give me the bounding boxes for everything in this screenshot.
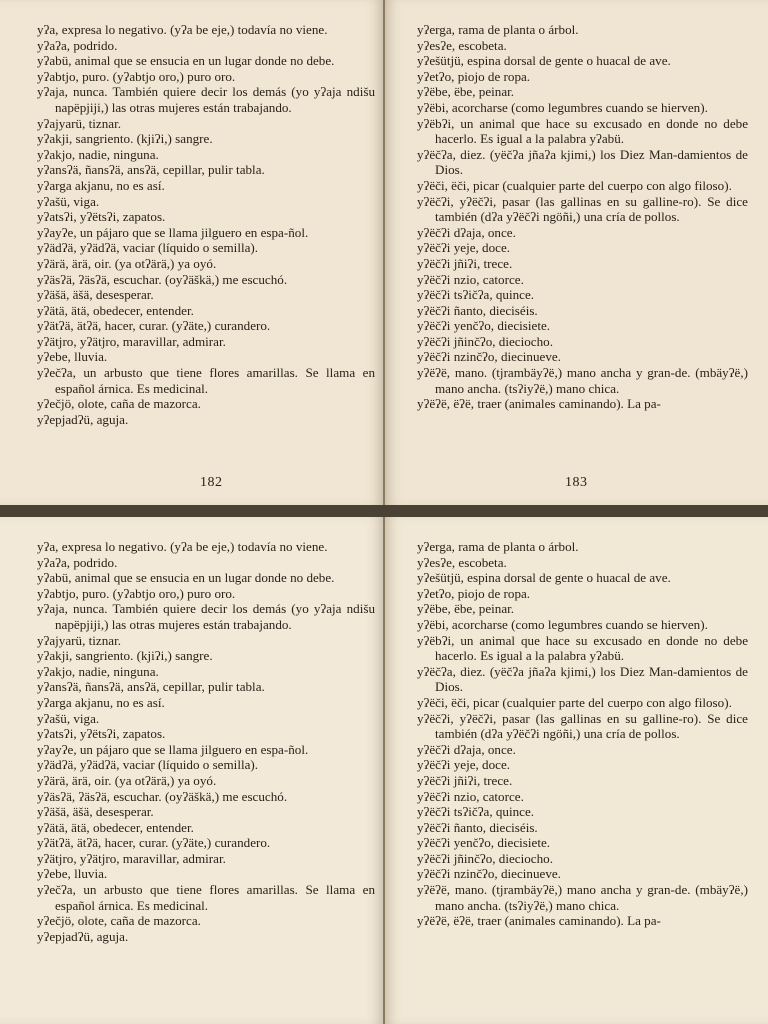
right-page-text	[417, 539, 748, 929]
entry-line: yʔebe, lluvia.	[37, 866, 108, 882]
entry-line: yʔëčʔi jñinčʔo, dieciocho.	[417, 333, 553, 349]
entry-line: yʔëʔë, mano. (tjrambäyʔë,) mano ancha y gran-de. (mbäyʔë,) mano ancha. (tsʔiyʔë,) mano chica.	[417, 882, 748, 913]
entry-line: yʔarga akjanu, no es así.	[37, 177, 165, 193]
entry-line: yʔëčʔi nzinčʔo, diecinueve.	[417, 349, 561, 365]
entry-line: yʔëčʔi yenčʔo, diecisiete.	[417, 318, 551, 334]
entry-line: yʔepjadʔü, aguja.	[37, 928, 129, 944]
entry-line: yʔëčʔi jñinčʔo, dieciocho.	[417, 850, 553, 866]
entry-line: yʔëčʔi dʔaja, once.	[417, 741, 516, 757]
entry-line: yʔa, expresa lo negativo. (yʔa be eje,) todavía no viene.	[37, 22, 328, 37]
entry-line: yʔëčʔa, diez. (yëčʔa jñaʔa kjimi,) los Diez Man-damientos de Dios.	[417, 146, 748, 178]
entry-line: yʔätjro, yʔätjro, maravillar, admirar.	[37, 850, 226, 866]
entry-line: yʔečʔa, un arbusto que tiene flores amarillas. Se llama en español árnica. Es medicinal.	[37, 882, 375, 913]
entry-line: yʔäsʔä, ʔäsʔä, escuchar. (oyʔäškä,) me escuchó.	[37, 788, 288, 804]
entry-line: yʔäsʔä, ʔäsʔä, escuchar. (oyʔäškä,) me escuchó.	[37, 271, 288, 287]
entry-line: yʔëʔë, mano. (tjrambäyʔë,) mano ancha y gran-de. (mbäyʔë,) mano ancha. (tsʔiyʔë,) mano chica.	[417, 365, 748, 396]
entry-line: yʔetʔo, piojo de ropa.	[417, 585, 531, 601]
entry-line: yʔečʔa, un arbusto que tiene flores amarillas. Se llama en español árnica. Es medicinal.	[37, 365, 375, 396]
entry-line: yʔečjö, olote, caña de mazorca.	[37, 396, 201, 412]
entry-line: yʔätʔä, ätʔä, hacer, curar. (yʔäte,) curandero.	[37, 318, 271, 334]
entry-line: yʔëčʔi nzio, catorce.	[417, 271, 524, 287]
book-spread-bottom	[0, 517, 768, 1024]
entry-line: yʔärä, ärä, oir. (ya otʔärä,) ya oyó.	[37, 772, 217, 788]
entry-line: yʔäšä, äšä, desesperar.	[37, 287, 154, 303]
entry-line: yʔätä, ätä, obedecer, entender.	[37, 819, 194, 835]
right-page	[385, 0, 768, 505]
entry-line: yʔëčʔi ñanto, dieciséis.	[417, 819, 538, 835]
entry-line: yʔëčʔi ñanto, dieciséis.	[417, 302, 538, 318]
entry-line: yʔëčʔi yenčʔo, diecisiete.	[417, 835, 551, 851]
entry-line: yʔatsʔi, yʔëtsʔi, zapatos.	[37, 209, 166, 225]
entry-line: yʔëči, ëči, picar (cualquier parte del cuerpo con algo filoso).	[417, 694, 732, 710]
entry-line: yʔašü, viga.	[37, 193, 100, 209]
entry-line: yʔëʔë, ëʔë, traer (animales caminando). La pa-	[417, 396, 661, 412]
entry-line: yʔayʔe, un pájaro que se llama jilguero en espa-ñol.	[37, 224, 309, 240]
entry-line: yʔesʔe, escobeta.	[417, 554, 507, 570]
entry-line: yʔädʔä, yʔädʔä, vaciar (líquido o semilla).	[37, 757, 259, 773]
entry-line: yʔakji, sangriento. (kjiʔi,) sangre.	[37, 131, 213, 147]
entry-line: yʔëčʔi, yʔëčʔi, pasar (las gallinas en su galline-ro). Se dice también (dʔa yʔëčʔi ngöñi,) una cría de pollos.	[417, 193, 748, 225]
entry-line: yʔëbʔi, un animal que hace su excusado en donde no debe hacerlo. Es igual a la palabra yʔabü.	[417, 632, 748, 664]
entry-line: yʔëčʔi nzio, catorce.	[417, 788, 524, 804]
entry-line: yʔetʔo, piojo de ropa.	[417, 68, 531, 84]
book-spread-top	[0, 0, 768, 505]
entry-line: yʔašü, viga.	[37, 710, 100, 726]
entry-line: yʔëčʔi yeje, doce.	[417, 757, 511, 773]
entry-line: yʔerga, rama de planta o árbol.	[417, 539, 579, 554]
entry-line: yʔëbi, acorcharse (como legumbres cuando se hierven).	[417, 99, 708, 115]
entry-line: yʔätä, ätä, obedecer, entender.	[37, 302, 194, 318]
entry-line: yʔebe, lluvia.	[37, 349, 108, 365]
entry-line: yʔëčʔi tsʔičʔa, quince.	[417, 804, 535, 820]
entry-line: yʔansʔä, ñansʔä, ansʔä, cepillar, pulir tabla.	[37, 679, 265, 695]
entry-line: yʔakjo, nadie, ninguna.	[37, 663, 159, 679]
entry-line: yʔëči, ëči, picar (cualquier parte del cuerpo con algo filoso).	[417, 177, 732, 193]
entry-line: yʔaja, nunca. También quiere decir los demás (yo yʔaja ndišu napëpjiji,) las otras mujeres están trabajando.	[37, 84, 375, 115]
entry-line: yʔajyarü, tiznar.	[37, 115, 121, 131]
entry-line: yʔabü, animal que se ensucia en un lugar donde no debe.	[37, 53, 335, 69]
entry-line: yʔaja, nunca. También quiere decir los demás (yo yʔaja ndišu napëpjiji,) las otras mujeres están trabajando.	[37, 601, 375, 632]
entry-line: yʔädʔä, yʔädʔä, vaciar (líquido o semilla).	[37, 240, 259, 256]
entry-line: yʔarga akjanu, no es así.	[37, 694, 165, 710]
entry-line: yʔepjadʔü, aguja.	[37, 411, 129, 427]
left-page-text	[37, 539, 375, 944]
left-page	[0, 0, 383, 505]
entry-line: yʔëčʔa, diez. (yëčʔa jñaʔa kjimi,) los Diez Man-damientos de Dios.	[417, 663, 748, 695]
right-page	[385, 517, 768, 1024]
entry-line: yʔëčʔi, yʔëčʔi, pasar (las gallinas en su galline-ro). Se dice también (dʔa yʔëčʔi ngöñi,) una cría de pollos.	[417, 710, 748, 742]
entry-line: yʔakji, sangriento. (kjiʔi,) sangre.	[37, 648, 213, 664]
page-number: 183	[565, 475, 588, 491]
entry-line: yʔakjo, nadie, ninguna.	[37, 146, 159, 162]
entry-line: yʔečjö, olote, caña de mazorca.	[37, 913, 201, 929]
entry-line: yʔesʔe, escobeta.	[417, 37, 507, 53]
entry-line: yʔëčʔi tsʔičʔa, quince.	[417, 287, 535, 303]
entry-line: yʔabtjo, puro. (yʔabtjo oro,) puro oro.	[37, 68, 236, 84]
right-page-text	[417, 22, 748, 412]
entry-line: yʔëbe, ëbe, peinar.	[417, 84, 515, 100]
entry-line: yʔäšä, äšä, desesperar.	[37, 804, 154, 820]
entry-line: yʔa, expresa lo negativo. (yʔa be eje,) todavía no viene.	[37, 539, 328, 554]
entry-line: yʔajyarü, tiznar.	[37, 632, 121, 648]
entry-line: yʔayʔe, un pájaro que se llama jilguero en espa-ñol.	[37, 741, 309, 757]
entry-line: yʔëbe, ëbe, peinar.	[417, 601, 515, 617]
entry-line: yʔerga, rama de planta o árbol.	[417, 22, 579, 37]
entry-line: yʔëbi, acorcharse (como legumbres cuando se hierven).	[417, 616, 708, 632]
entry-line: yʔëčʔi jñiʔi, trece.	[417, 255, 513, 271]
entry-line: yʔëčʔi yeje, doce.	[417, 240, 511, 256]
entry-line: yʔabtjo, puro. (yʔabtjo oro,) puro oro.	[37, 585, 236, 601]
page-number: 182	[200, 475, 223, 491]
entry-line: yʔëčʔi jñiʔi, trece.	[417, 772, 513, 788]
entry-line: yʔešütjü, espina dorsal de gente o huacal de ave.	[417, 570, 671, 586]
entry-line: yʔëčʔi dʔaja, once.	[417, 224, 516, 240]
entry-line: yʔabü, animal que se ensucia en un lugar donde no debe.	[37, 570, 335, 586]
entry-line: yʔärä, ärä, oir. (ya otʔärä,) ya oyó.	[37, 255, 217, 271]
left-page	[0, 517, 383, 1024]
entry-line: yʔaʔa, podrido.	[37, 37, 118, 53]
entry-line: yʔätjro, yʔätjro, maravillar, admirar.	[37, 333, 226, 349]
scan-divider	[0, 505, 768, 517]
entry-line: yʔëbʔi, un animal que hace su excusado en donde no debe hacerlo. Es igual a la palabra yʔabü.	[417, 115, 748, 147]
entry-line: yʔaʔa, podrido.	[37, 554, 118, 570]
entry-line: yʔansʔä, ñansʔä, ansʔä, cepillar, pulir tabla.	[37, 162, 265, 178]
entry-line: yʔëčʔi nzinčʔo, diecinueve.	[417, 866, 561, 882]
entry-line: yʔätʔä, ätʔä, hacer, curar. (yʔäte,) curandero.	[37, 835, 271, 851]
left-page-text	[37, 22, 375, 427]
entry-line: yʔešütjü, espina dorsal de gente o huacal de ave.	[417, 53, 671, 69]
entry-line: yʔëʔë, ëʔë, traer (animales caminando). La pa-	[417, 913, 661, 929]
entry-line: yʔatsʔi, yʔëtsʔi, zapatos.	[37, 726, 166, 742]
